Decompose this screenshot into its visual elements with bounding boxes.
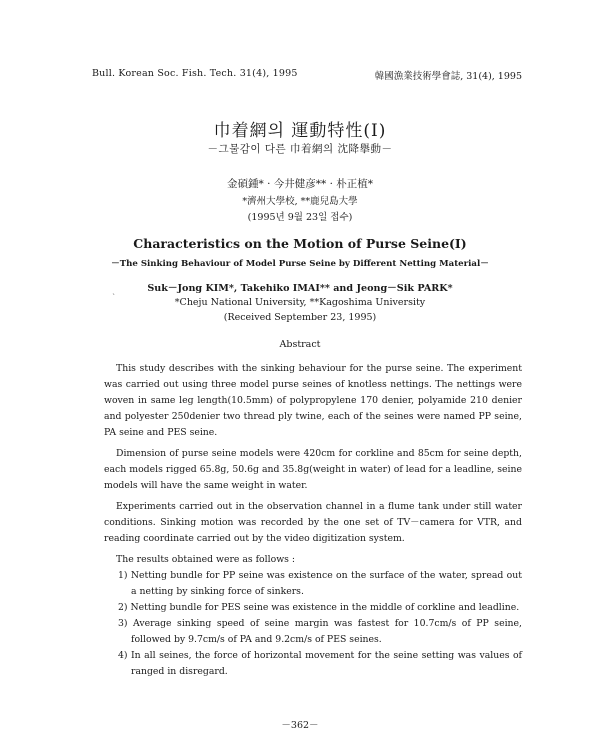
korean-authors: 金碩鍾* · 今井健彦** · 朴正植* xyxy=(226,178,374,190)
abstract-paragraph-1: This study describes with the sinking behaviour for the purse seine. The experiment was carried out using three model purse seines of knotless nettings. The nettings were woven in same leg length(10.5mm) of polypropylene 170 denier, polyamide 210 denier and polyester 250denier two thread ply twine, each of the seines were named PP seine, PA seine and PES seine. xyxy=(104,363,522,438)
korean-subtitle: －그물감이 다른 巾着網의 沈降擧動－ xyxy=(207,143,393,155)
english-affiliation: *Cheju National University, **Kagoshima University xyxy=(174,297,426,308)
result-item-2: 2) Netting bundle for PES seine was existence in the middle of corkline and leadline. xyxy=(118,602,520,613)
korean-title: 巾着網의 運動特性(Ⅰ) xyxy=(213,121,387,141)
page-number: －362－ xyxy=(281,720,319,731)
english-title: Characteristics on the Motion of Purse Seine(Ⅰ) xyxy=(133,236,467,251)
running-header-left: Bull. Korean Soc. Fish. Tech. 31(4), 1995 xyxy=(92,68,298,79)
english-received-date: (Received September 23, 1995) xyxy=(223,312,377,323)
running-header-right: 韓國漁業技術學會誌, 31(4), 1995 xyxy=(374,71,522,82)
result-item-1: 1) Netting bundle for PP seine was existence on the surface of the water, spread out a netting by sinking force of sinkers. xyxy=(118,570,522,597)
abstract-body xyxy=(104,361,522,680)
abstract-paragraph-4: The results obtained were as follows : xyxy=(116,554,296,565)
korean-received-date: (1995년 9월 23일 접수) xyxy=(247,212,353,223)
result-item-4: 4) In all seines, the force of horizontal movement for the seine setting was values of ranged in disregard. xyxy=(118,650,522,677)
abstract-paragraph-2: Dimension of purse seine models were 420cm for corkline and 85cm for seine depth, each models rigged 65.8g, 50.6g and 35.8g(weight in water) of lead for a leadline, seine models will have the same weight in water. xyxy=(104,448,522,491)
abstract-heading: Abstract xyxy=(279,339,321,350)
korean-affiliation: *濟州大學校, **鹿兒島大學 xyxy=(242,196,358,207)
results-list xyxy=(104,568,522,680)
result-item-3: 3) Average sinking speed of seine margin was fastest for 10.7cm/s of PP seine, followed by 9.7cm/s of PA and 9.2cm/s of PES seines. xyxy=(118,618,522,645)
english-authors: Suk－Jong KIM*, Takehiko IMAI** and Jeong－Sik PARK* xyxy=(147,283,453,294)
abstract-paragraph-3: Experiments carried out in the observation channel in a flume tank under still water conditions. Sinking motion was recorded by the one set of TV－camera for VTR, and reading coordinate carried out by the video digitization system. xyxy=(104,501,522,544)
stray-mark: ` xyxy=(112,293,116,302)
english-subtitle: －The Sinking Behaviour of Model Purse Seine by Different Netting Material－ xyxy=(111,259,489,269)
